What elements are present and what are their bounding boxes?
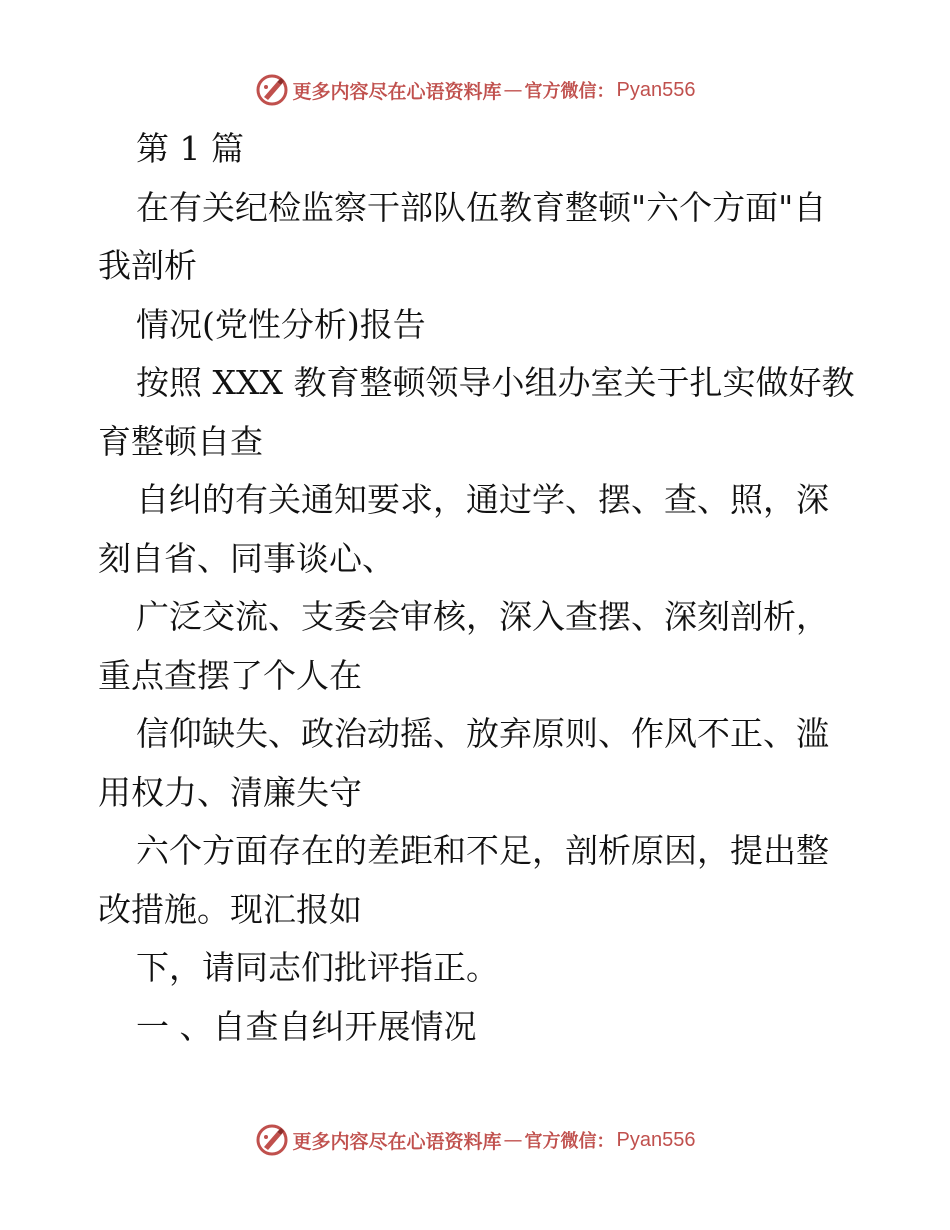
section-heading: 一 、自查自纠开展情况 bbox=[136, 1006, 477, 1046]
paragraph-subtitle: 情况(党性分析)报告 bbox=[136, 304, 426, 344]
pen-logo-icon bbox=[255, 1123, 289, 1157]
paragraph-body: 广泛交流、支委会审核，深入查摆、深刻剖析，重点查摆了个人在 bbox=[98, 597, 829, 695]
pen-logo-icon bbox=[255, 73, 289, 107]
footer-dash: — bbox=[503, 1129, 523, 1151]
document-body bbox=[98, 120, 858, 1056]
paragraph-body: 下，请同志们批评指正。 bbox=[136, 948, 499, 987]
header-banner bbox=[0, 70, 950, 110]
footer-title: 更多内容尽在心语资料库 bbox=[292, 1130, 502, 1153]
paragraph-body: 信仰缺失、政治动摇、放弃原则、作风不正、滥用权力、清廉失守 bbox=[98, 714, 829, 812]
footer-banner bbox=[0, 1120, 950, 1160]
banner-wechat-id: Pyan556 bbox=[616, 78, 696, 101]
paragraph-body: 六个方面存在的差距和不足，剖析原因，提出整改措施。现汇报如 bbox=[98, 831, 829, 929]
paragraph-body: 按照 XXX 教育整顿领导小组办室关于扎实做好教育整顿自查 bbox=[98, 363, 855, 461]
footer-wechat-id: Pyan556 bbox=[616, 1128, 696, 1151]
paragraph-chapter: 第 1 篇 bbox=[136, 129, 244, 168]
banner-title: 更多内容尽在心语资料库 bbox=[292, 80, 502, 103]
footer-wechat-label: 官方微信： bbox=[524, 1131, 615, 1152]
paragraph-body: 自纠的有关通知要求，通过学、摆、查、照，深刻自省、同事谈心、 bbox=[98, 480, 829, 578]
banner-dash: — bbox=[503, 79, 523, 101]
banner-wechat-label: 官方微信： bbox=[524, 81, 615, 102]
paragraph-title: 在有关纪检监察干部队伍教育整顿"六个方面"自我剖析 bbox=[98, 187, 827, 285]
